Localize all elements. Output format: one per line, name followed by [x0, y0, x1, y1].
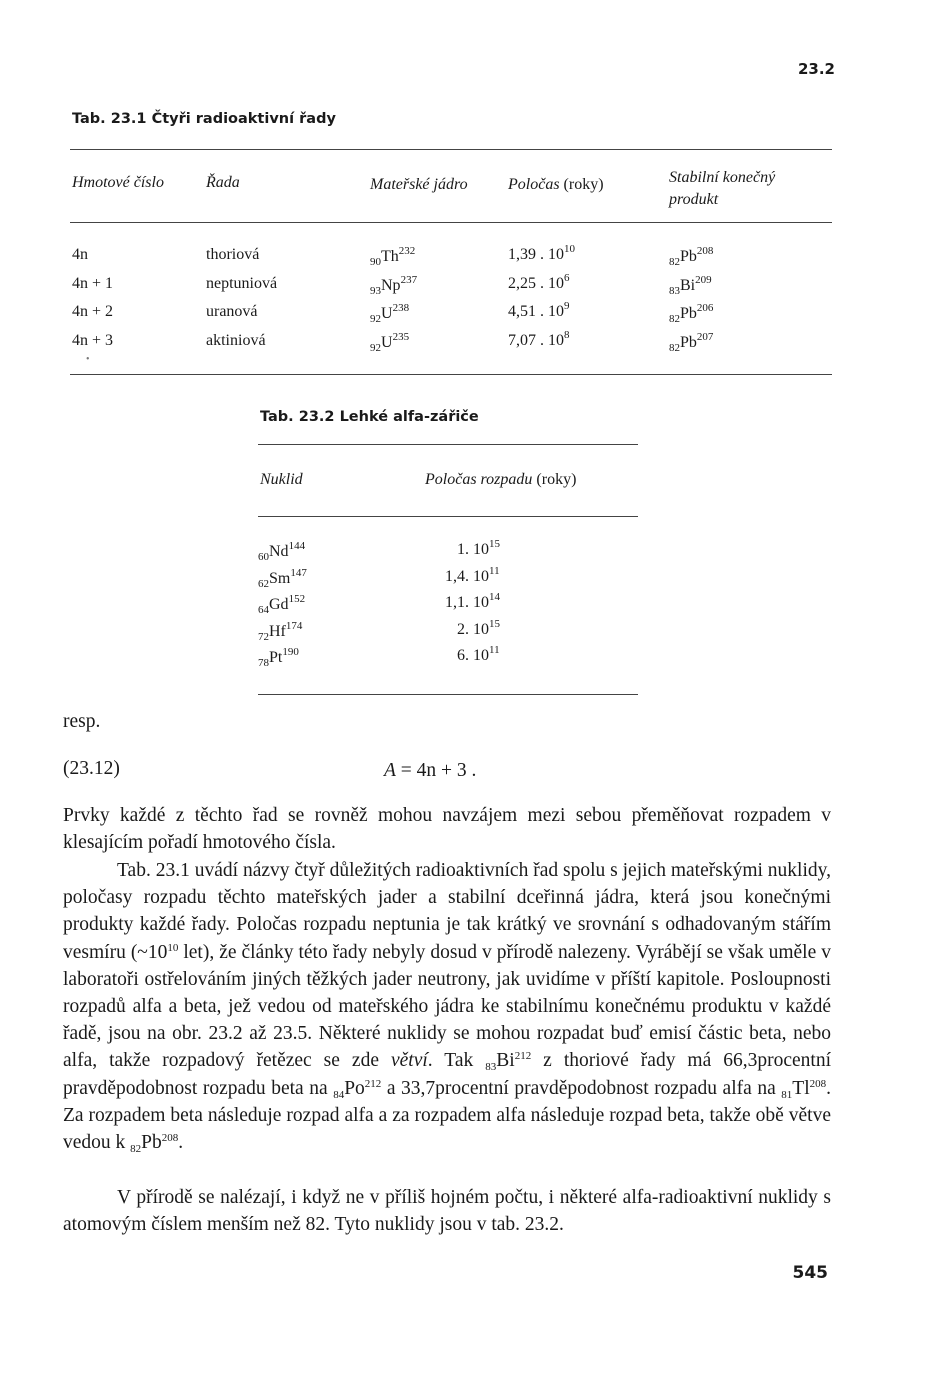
table2-cell-mantissa: 1,1	[445, 594, 465, 611]
table1-cell-product	[669, 273, 712, 297]
table2-cell-mantissa: 1,4	[445, 567, 465, 585]
table1-cell-series: neptuniová	[206, 274, 278, 292]
table2-cell-power: . $10^{14}$	[465, 591, 500, 611]
table2-cell-nuclide	[258, 646, 299, 669]
stray-mark: •	[86, 354, 90, 365]
table1-cell-halflife: 1,39 . $10^{10}$	[508, 243, 575, 263]
table1-cell-parent	[370, 330, 410, 354]
nuclide: $_{78}Pt^{190}$	[258, 646, 299, 669]
paragraph-2-part: . Za rozpadem beta následuje rozpad alfa a za rozpadem alfa následuje rozpad beta, takže obě větve vedou k	[63, 1077, 831, 1154]
table2-cell-mantissa: 2	[457, 620, 465, 638]
nuclide: $_{83}Bi^{209}$	[669, 273, 712, 297]
table2-cell-nuclide	[258, 593, 306, 616]
paragraph-2-part: . Tak	[427, 1050, 486, 1072]
section-number: 23.2	[797, 60, 835, 78]
table1-cell-halflife: 4,51 . $10^9$	[508, 300, 570, 320]
paragraph-2-part: z thoriové řady má 66,3procentní pravděpodobnost rozpadu beta na	[63, 1050, 832, 1099]
term-branches: větví	[390, 1050, 428, 1072]
table1-title: Tab. 23.1 Čtyři radioaktivní řady	[72, 111, 336, 127]
paragraph-2-part: Tab. 23.1 uvádí názvy čtyř důležitých radioaktivních řad spolu s jejich mateřskými nuklidy, poločasy rozpadu těchto mateřských jader a stabilní dceřinná jádra, která jsou konečnými produkty každé řady. Poločas rozpadu neptunia je tak krátký ve srovnání s odhadovaným stářím vesmíru (~	[63, 860, 831, 963]
table2-header-nuclide: Nuklid	[260, 471, 303, 488]
table1-cell-parent	[370, 245, 416, 268]
paragraph-2-part: let), že články této řady nebyly dosud v přírodě nalezeny. Vyrábějí se však uměle v laboratoři ostřelováním jiných těžkých jader neutrony, jak uvidíme v příští kapitole. Posloupnosti rozpadů alfa a beta, jež vedou od mateřského jádra ke stabilnímu konečnému produktu v každé řadě, jsou na obr. 23.2 až 23.5. Některé nuklidy se mohou rozpadat buď emisí částic beta, nebo alfa, takže rozpadový řetězec se zde	[63, 941, 831, 1072]
table1-cell-product	[669, 245, 714, 268]
table2-title: Tab. 23.2 Lehké alfa-zářiče	[260, 409, 479, 425]
paragraph-3: V přírodě se nalézají, i když ne v příliš hojném počtu, i některé alfa-radioaktivní nuklidy s atomovým číslem menším než 82. Tyto nuklidy jsou v tab. 23.2.	[63, 1187, 831, 1236]
table1-header-parent: Mateřské jádro	[370, 176, 468, 193]
table1-header-halflife-label: Poločas	[508, 176, 560, 193]
table1-cell-series: thoriová	[206, 246, 260, 263]
page-number: 545	[792, 1263, 828, 1283]
nuclide: $_{90}Th^{232}$	[370, 245, 416, 268]
table1-header-product: Stabilní konečný produkt	[669, 169, 776, 208]
table1-cell-mass: 4n + 1	[72, 274, 114, 292]
nuclide-po212: $_{84}Po^{212}$	[333, 1077, 382, 1101]
table2-header-halflife-label: Poločas rozpadu	[425, 471, 533, 488]
table1-cell-mass: 4n + 3	[72, 331, 114, 349]
table1-cell-product	[669, 330, 714, 354]
table2-cell-power: . $10^{15}$	[465, 538, 500, 558]
table1-cell-halflife: 2,25 . $10^6$	[508, 271, 570, 292]
nuclide: $_{82}Pb^{207}$	[669, 330, 714, 354]
equation-lhs: A	[384, 760, 396, 781]
nuclide: $_{64}Gd^{152}$	[258, 593, 306, 616]
equation	[384, 760, 476, 782]
table2-cell-nuclide	[258, 540, 306, 563]
table2-cell-power: . $10^{11}$	[465, 644, 500, 664]
table2-mid-rule	[258, 516, 638, 517]
paragraph-1: Prvky každé z těchto řad se rovněž mohou navzájem mezi sebou přeměňovat rozpadem v klesajícím pořadí hmotového čísla.	[63, 805, 831, 854]
nuclide: $_{82}Pb^{206}$	[669, 302, 714, 325]
table2-bottom-rule	[258, 694, 638, 695]
nuclide: $_{82}Pb^{208}$	[669, 245, 714, 268]
table1-cell-parent	[370, 273, 418, 297]
table2-cell-power: . $10^{15}$	[465, 617, 500, 638]
nuclide: $_{93}Np^{237}$	[370, 273, 418, 297]
table2-cell-power: . $10^{11}$	[465, 564, 500, 585]
nuclide: $_{92}U^{235}$	[370, 330, 410, 354]
equation-number: (23.12)	[63, 758, 120, 779]
table1-cell-series: aktiniová	[206, 331, 266, 349]
nuclide: $_{60}Nd^{144}$	[258, 540, 306, 563]
nuclide-pb208: $_{82}Pb^{208}$	[130, 1132, 179, 1156]
nuclide-bi212: $_{83}Bi^{212}$	[485, 1050, 532, 1074]
table2-cell-nuclide	[258, 566, 307, 590]
table1-cell-series: uranová	[206, 303, 258, 320]
table2-cell-mantissa: 6	[457, 647, 465, 664]
paragraph-2-part: a 33,7procentní pravděpodobnost rozpadu alfa na	[381, 1077, 782, 1099]
table2-cell-mantissa: 1	[457, 541, 465, 558]
equation-rhs: = 4n + 3 .	[400, 760, 477, 781]
paragraph-2-part: .	[178, 1132, 184, 1154]
table1-header-mass: Hmotové číslo	[72, 174, 164, 191]
table2-top-rule	[258, 444, 638, 445]
table1-header-series: Řada	[206, 174, 240, 191]
nuclide: $_{62}Sm^{147}$	[258, 566, 307, 590]
nuclide: $_{92}U^{238}$	[370, 302, 410, 325]
table1-cell-parent	[370, 302, 410, 325]
resp-text: resp.	[63, 711, 101, 732]
table1-cell-product	[669, 302, 714, 325]
table1-header-halflife-unit: (roky)	[563, 176, 604, 193]
nuclide-tl208: $_{81}Tl^{208}$	[781, 1077, 827, 1101]
nuclide: $_{72}Hf^{174}$	[258, 619, 303, 643]
paragraph-2	[63, 857, 831, 1156]
table1-cell-halflife: 7,07 . $10^8$	[508, 328, 570, 349]
table2-header-halflife-unit: (roky)	[536, 471, 577, 488]
table1-top-rule	[70, 149, 832, 150]
table1-bottom-rule	[70, 374, 832, 375]
table1-cell-mass: 4n	[72, 246, 88, 263]
universe-age: $10^{10}$	[147, 941, 179, 963]
table1-cell-mass: 4n + 2	[72, 303, 114, 320]
table2-cell-nuclide	[258, 619, 303, 643]
table1-header-halflife	[508, 176, 604, 194]
table1-mid-rule	[70, 222, 832, 223]
table2-header-halflife	[425, 471, 576, 489]
